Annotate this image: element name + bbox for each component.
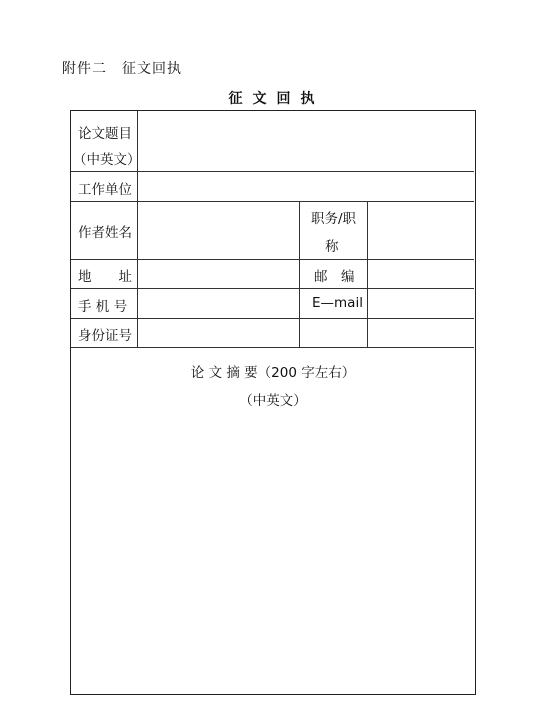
position-field[interactable] (368, 202, 474, 259)
attachment-label: 附件二 征文回执 (62, 61, 182, 77)
position-label-cont: 称 (325, 239, 339, 255)
abstract-language-note: （中英文） (239, 393, 307, 409)
author-name-label: 作者姓名 (78, 225, 132, 241)
phone-field[interactable] (138, 289, 299, 318)
paper-title-label: 论文题目 (78, 126, 132, 142)
blank-field[interactable] (300, 319, 367, 347)
abstract-heading: 论 文 摘 要（200 字左右） (190, 365, 356, 381)
work-unit-field[interactable] (138, 172, 474, 201)
paper-title-language-label: （中英文） (73, 152, 141, 168)
id-number-label: 身份证号 (78, 328, 132, 344)
row-divider (71, 347, 474, 348)
work-unit-label: 工作单位 (78, 182, 132, 198)
phone-label: 手 机 号 (78, 299, 128, 315)
address-label: 地 址 (78, 269, 132, 285)
id-number-field[interactable] (138, 319, 299, 347)
address-field[interactable] (138, 260, 299, 288)
email-label: E—mail (312, 295, 363, 311)
position-label: 职务/职 (311, 211, 357, 227)
submission-form-table (70, 110, 476, 695)
paper-title-field[interactable] (138, 111, 474, 171)
email-field[interactable] (368, 289, 474, 318)
blank-field[interactable] (368, 319, 474, 347)
author-name-field[interactable] (138, 202, 299, 259)
abstract-field[interactable] (71, 411, 474, 693)
form-title: 征文回执 (228, 91, 325, 107)
postcode-field[interactable] (368, 260, 474, 288)
postcode-label: 邮 编 (314, 269, 355, 285)
